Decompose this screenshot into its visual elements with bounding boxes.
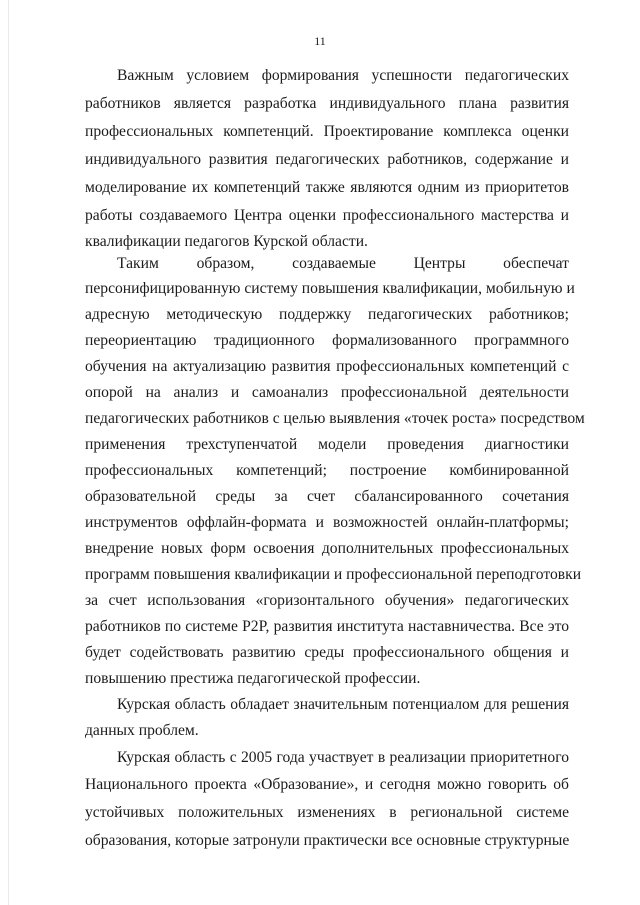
- text-line: моделирование их компетенций также являются одним из приоритетов: [85, 179, 569, 196]
- text-line: работников является разработка индивидуального плана развития: [85, 95, 569, 112]
- text-line: Таким образом, создаваемые Центры обеспечат: [117, 255, 569, 272]
- text-line: опорой на анализ и самоанализ профессиональной деятельности: [85, 384, 569, 401]
- text-line: Курская область обладает значительным потенциалом для решения: [117, 696, 569, 713]
- text-line: повышению престижа педагогической профессии.: [85, 670, 421, 687]
- text-line: профессиональных компетенций. Проектирование комплекса оценки: [85, 123, 569, 140]
- text-line: образовательной среды за счет сбалансированного сочетания: [85, 488, 569, 505]
- page-number: 11: [314, 34, 326, 48]
- text-line: инструментов оффлайн-формата и возможностей онлайн-платформы;: [85, 514, 569, 531]
- text-line: образования, которые затронули практически все основные структурные: [85, 832, 570, 849]
- text-line: данных проблем.: [85, 722, 199, 739]
- scan-edge: [8, 0, 9, 905]
- text-line: переориентацию традиционного формализованного программного: [85, 332, 569, 349]
- text-line: программ повышения квалификации и профессиональной переподготовки: [85, 566, 582, 583]
- text-line: педагогических работников с целью выявления «точек роста» посредством: [85, 410, 585, 427]
- text-line: профессиональных компетенций; построение комбинированной: [85, 462, 569, 479]
- text-line: работы создаваемого Центра оценки профессионального мастерства и: [85, 207, 569, 224]
- text-line: адресную методическую поддержку педагогических работников;: [85, 306, 569, 323]
- text-line: работников по системе P2P, развития института наставничества. Все это: [85, 618, 569, 635]
- text-line: Курская область с 2005 года участвует в реализации приоритетного: [117, 749, 569, 766]
- text-line: внедрение новых форм освоения дополнительных профессиональных: [85, 540, 569, 557]
- text-line: Национального проекта «Образование», и сегодня можно говорить об: [85, 776, 569, 793]
- text-line: персонифицированную систему повышения квалификации, мобильную и: [85, 280, 575, 297]
- text-line: квалификации педагогов Курской области.: [85, 233, 368, 250]
- text-line: устойчивых положительных изменениях в региональной системе: [85, 804, 569, 821]
- text-line: Важным условием формирования успешности педагогических: [117, 67, 569, 84]
- text-line: будет содействовать развитию среды профессионального общения и: [85, 644, 569, 661]
- text-line: применения трехступенчатой модели проведения диагностики: [85, 436, 569, 453]
- text-line: индивидуального развития педагогических работников, содержание и: [85, 151, 569, 168]
- text-line: за счет использования «горизонтального обучения» педагогических: [85, 592, 569, 609]
- text-line: обучения на актуализацию развития профессиональных компетенций с: [85, 358, 569, 375]
